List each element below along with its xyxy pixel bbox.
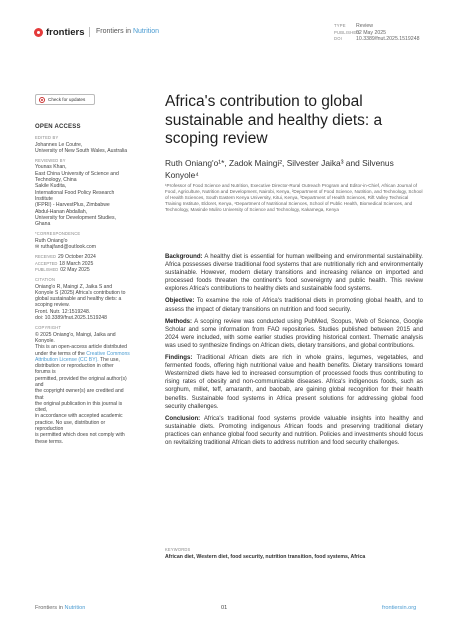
page-number: 01 — [221, 605, 228, 611]
header-divider — [89, 27, 90, 37]
footer-site-link[interactable]: frontiersin.org — [382, 605, 417, 611]
sidebar-info: OPEN ACCESS EDITED BY Johannes Le Coutre, University of New South Wales, Australia REVIEWED BY Younas Khan, East China University of Science and Technology, China Sakile Kudita, International Food Policy Research Institute (IFPRI) - HarvestPlus, Zimbabwe Abdul-Hanan Abdallah, University for Development Studies, Ghana *CORRESPONDENCE Ruth Oniang'o ✉ ruthajfand@outlook.com RECEIVED 29 October 2024 ACCEPTED 18 March 2025 PUBLISHED 02 May 2025 CITATION Oniang'o R, Maingi Z, Jaika S and Konyole S (2025) Africa's contribution to global sustainable and healthy diets: a scoping review. Front. Nutr. 12:1519248. doi: 10.3389/fnut.2025.1519248 COPYRIGHT © 2025 Oniang'o, Maingi, Jaika and Konyole. This is an open-access article distributed under the terms of the Creative Commons Attribution License (CC BY). The use, distribution or reproduction in other forums is permitted, provided the original author(s) and the copyright owner(s) are credited and that the original publication in this journal is cited, in accordance with accepted academic practice. No use, distribution or reproduction is permitted which does not comply with these terms. — [35, 124, 130, 445]
abstract-objective: Objective: To examine the role of Africa's traditional diets in promoting global health, and to assess the impact of dietary transitions on nutrition and food security. — [165, 297, 423, 313]
correspondence-label: *CORRESPONDENCE — [35, 231, 81, 237]
doi[interactable]: 10.3389/fnut.2025.1519248 — [356, 36, 420, 43]
published-date: 02 May 2025 — [356, 29, 386, 36]
affiliations: ¹Professor of Food Science and Nutrition, Executive Director-Rural Outreach Program and Editor-in-Chief, African Journal of Food, Agriculture, Nutrition and Development, Nairobi, Kenya, ²Department of Food Science, Nutrition, and Technology, School of Health Sciences, South Eastern Kenya University, Kitui, Kenya, ³Department of Health Sciences, Rift Valley Technical Training Institute, Eldoret, Kenya, ⁴Department of Nutritional Sciences, School of Public Health, Biomedical Sciences, and Technology, Masinde Muliro University of Science and Technology, Kakamega, Kenya — [165, 183, 423, 212]
citation-label: CITATION — [35, 277, 56, 283]
journal-name[interactable]: Frontiers in Nutrition — [96, 28, 160, 35]
reviewed-by-label: REVIEWED BY — [35, 158, 66, 164]
article-type: Review — [356, 23, 374, 29]
abstract-findings: Findings: Traditional African diets are rich in whole grains, legumes, vegetables, and fermented foods, offering high nutritional value and health benefits. Dietary transitions toward Westernized diets have led to increased consumption of processed foods thus contributing to rising rates of obesity and non-communicable diseases. Africa's indigenous foods, such as sorghum, millet, teff, amaranth, and baobab, are gaining global recognition for their health benefits. Sustainable food systems in Africa present solutions for addressing global food security challenges. — [165, 354, 423, 410]
author-list[interactable]: Ruth Oniang'o¹*, Zadok Maingi², Silvester Jaika³ and Silvenus Konyole⁴ — [165, 158, 394, 180]
correspondence-email[interactable]: ✉ ruthajfand@outlook.com — [35, 244, 96, 251]
license-link-cont[interactable]: Attribution License (CC BY). — [35, 356, 99, 363]
frontiers-logo[interactable] — [34, 27, 85, 38]
edited-by-label: EDITED BY — [35, 135, 59, 141]
article-dates: RECEIVED 29 October 2024 ACCEPTED 18 March 2025 PUBLISHED 02 May 2025 — [35, 254, 96, 273]
article-meta: TYPE Review PUBLISHED02 May 2025 DOI 10.3389/fnut.2025.1519248 — [334, 23, 420, 43]
copyright-label: COPYRIGHT — [35, 325, 62, 331]
frontiers-logo-icon — [34, 28, 43, 37]
check-for-updates-button[interactable]: Check for updates — [35, 94, 95, 105]
open-access-label: OPEN ACCESS — [35, 124, 81, 130]
keywords-label: KEYWORDS — [165, 547, 191, 552]
abstract-conclusion: Conclusion: Africa's traditional food systems provide valuable insights into healthy and sustainable diets. Promoting indigenous African foods and preserving traditional dietary practices can enhance global food security and nutrition. Policies and investments should focus on revitalizing traditional African diets to address nutrition and food security challenges. — [165, 414, 423, 446]
keywords: African diet, Western diet, food security, nutrition transition, food systems, Africa — [165, 554, 366, 560]
update-check-icon — [39, 97, 45, 103]
abstract-methods: Methods: A scoping review was conducted using PubMed, Scopus, Web of Science, Google Scholar and some information from FAO repositories. Studies published between 2015 and 2024 were included, with some earlier studies providing historical context. Thematic analysis was used to synthesize findings on African diets, dietary transitions, and global contributions. — [165, 317, 423, 349]
license-link[interactable]: Creative Commons — [86, 350, 130, 357]
abstract-background: Background: A healthy diet is essential for human wellbeing and environmental sustainability. Africa possesses diverse traditional food systems that are nutritionally rich and environmentally sustainable. However, modern dietary transitions and increasing reliance on imported and processed foods threaten the continent's food sovereignty and public health. This review explores Africa's contributions to healthy diets and sustainable food systems. — [165, 253, 423, 293]
footer-journal[interactable]: Frontiers in Nutrition — [35, 605, 86, 611]
article-title: Africa's contribution to global sustainable and healthy diets: a scoping review — [165, 93, 383, 147]
abstract — [165, 253, 423, 451]
brand-name: frontiers — [46, 27, 85, 38]
